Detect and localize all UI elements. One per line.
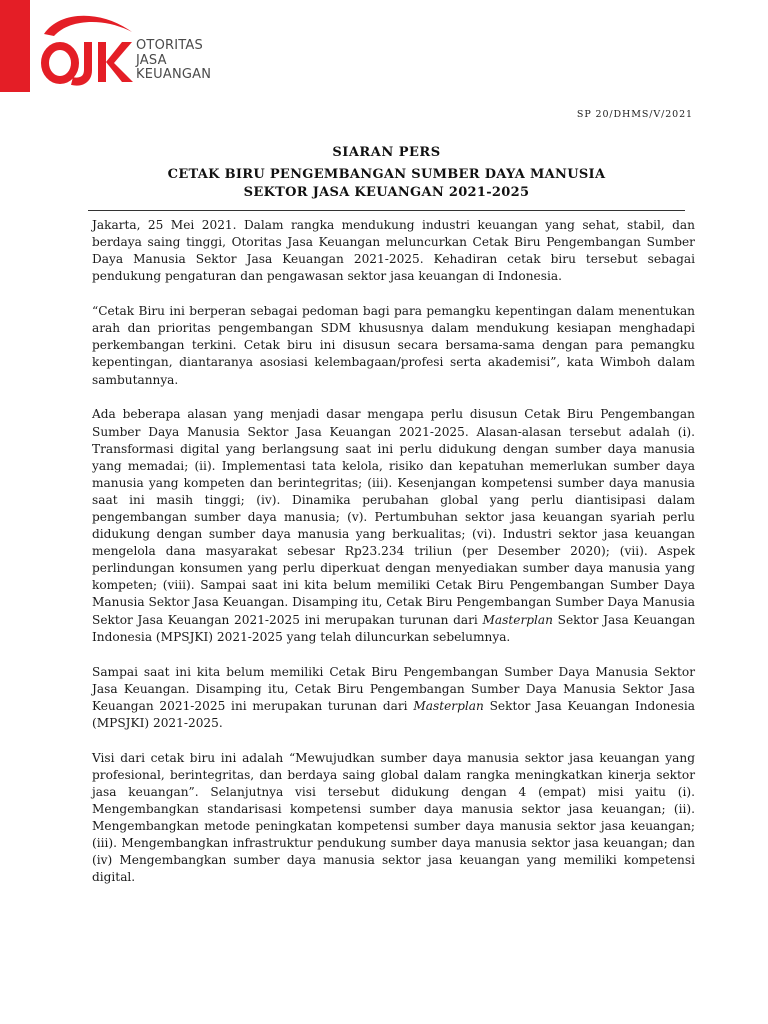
- brand-red-bar: [0, 0, 30, 92]
- document-title-line-2: SEKTOR JASA KEUANGAN 2021-2025: [243, 185, 530, 200]
- paragraph-reasons: [92, 406, 695, 645]
- logo-text-line: OTORITAS: [136, 38, 203, 53]
- paragraph-text: Sektor Jasa Keuangan Indonesia (MPSJKI) 2021-2025 yang telah diluncurkan sebelumnya.: [92, 612, 696, 644]
- document-title-line-1: CETAK BIRU PENGEMBANGAN SUMBER DAYA MANUSIA: [167, 167, 606, 182]
- paragraph-text: Ada beberapa alasan yang menjadi dasar mengapa perlu disusun Cetak Biru Pengembangan Sumber Daya Manusia Sektor Jasa Keuangan 2021-2025. Alasan-alasan tersebut adalah (i). Transformasi digital yang berlangsung saat ini perlu didukung dengan sumber daya manusia yang memadai; (ii). Implementasi tata kelola, risiko dan kepatuhan memerlukan sumber daya manusia yang kompeten dan berintegritas; (iii). Kesenjangan kompetensi sumber daya manusia saat ini masih tinggi; (iv). Dinamika perubahan global yang perlu diantisipasi dalam pengembangan sumber daya manusia; (v). Pertumbuhan sektor jasa keuangan syariah perlu didukung dengan sumber daya manusia yang berkualitas; (vi). Industri sektor jasa keuangan mengelola dana masyarakat sebesar Rp23.234 triliun (per Desember 2020); (vii). Aspek perlindungan konsumen yang perlu diperkuat dengan menyediakan sumber daya manusia yang kompeten; (viii). Sampai saat ini kita belum memiliki Cetak Biru Pengembangan Sumber Daya Manusia Sektor Jasa Keuangan. Disamping itu, Cetak Biru Pengembangan Sumber Daya Manusia Sektor Jasa Keuangan 2021-2025 ini merupakan turunan dari: [92, 407, 695, 627]
- press-release-body: [92, 217, 695, 904]
- ojk-logo-mark: [40, 12, 136, 88]
- document-number: SP 20/DHMS/V/2021: [576, 109, 693, 120]
- paragraph-text: Sektor Jasa Keuangan Indonesia (MPSJKI) 2021-2025.: [92, 698, 695, 730]
- press-release-label: SIARAN PERS: [332, 145, 441, 160]
- title-divider: [88, 210, 685, 211]
- ojk-logo: [40, 12, 240, 88]
- paragraph-masterplan: [92, 664, 695, 732]
- paragraph-intro: Jakarta, 25 Mei 2021. Dalam rangka mendukung industri keuangan yang sehat, stabil, dan berdaya saing tinggi, Otoritas Jasa Keuangan meluncurkan Cetak Biru Pengembangan Sumber Daya Manusia Sektor Jasa Keuangan 2021-2025. Kehadiran cetak biru tersebut sebagai pendukung pengaturan dan pengawasan sektor jasa keuangan di Indonesia.: [92, 218, 695, 284]
- paragraph-vision: Visi dari cetak biru ini adalah “Mewujudkan sumber daya manusia sektor jasa keuangan yang profesional, berintegritas, dan berdaya saing global dalam rangka meningkatkan kinerja sektor jasa keuangan”. Selanjutnya visi tersebut didukung dengan 4 (empat) misi yaitu (i). Mengembangkan standarisasi kompetensi sumber daya manusia sektor jasa keuangan; (ii). Mengembangkan metode peningkatan kompetensi sumber daya manusia sektor jasa keuangan; (iii). Mengembangkan infrastruktur pendukung sumber daya manusia sektor jasa keuangan; dan (iv) Mengembangkan sumber daya manusia sektor jasa keuangan yang memiliki kompetensi digital.: [92, 750, 695, 885]
- paragraph-quote: “Cetak Biru ini berperan sebagai pedoman bagi para pemangku kepentingan dalam menentukan arah dan prioritas pengembangan SDM khususnya dalam mendukung kesiapan menghadapi perkembangan terkini. Cetak biru ini disusun secara bersama-sama dengan para pemangku kepentingan, diantaranya asosiasi kelembagaan/profesi serta akademisi”, kata Wimboh dalam sambutannya.: [92, 304, 695, 387]
- logo-text-line: JASA: [136, 52, 167, 68]
- paragraph-italic-term: Masterplan: [413, 698, 484, 713]
- logo-text-line: KEUANGAN: [136, 67, 212, 82]
- paragraph-text: Sampai saat ini kita belum memiliki Cetak Biru Pengembangan Sumber Daya Manusia Sektor Jasa Keuangan. Disamping itu, Cetak Biru Pengembangan Sumber Daya Manusia Sektor Jasa Keuangan 2021-2025 ini merupakan turunan dari: [92, 664, 695, 713]
- paragraph-italic-term: Masterplan: [482, 612, 553, 627]
